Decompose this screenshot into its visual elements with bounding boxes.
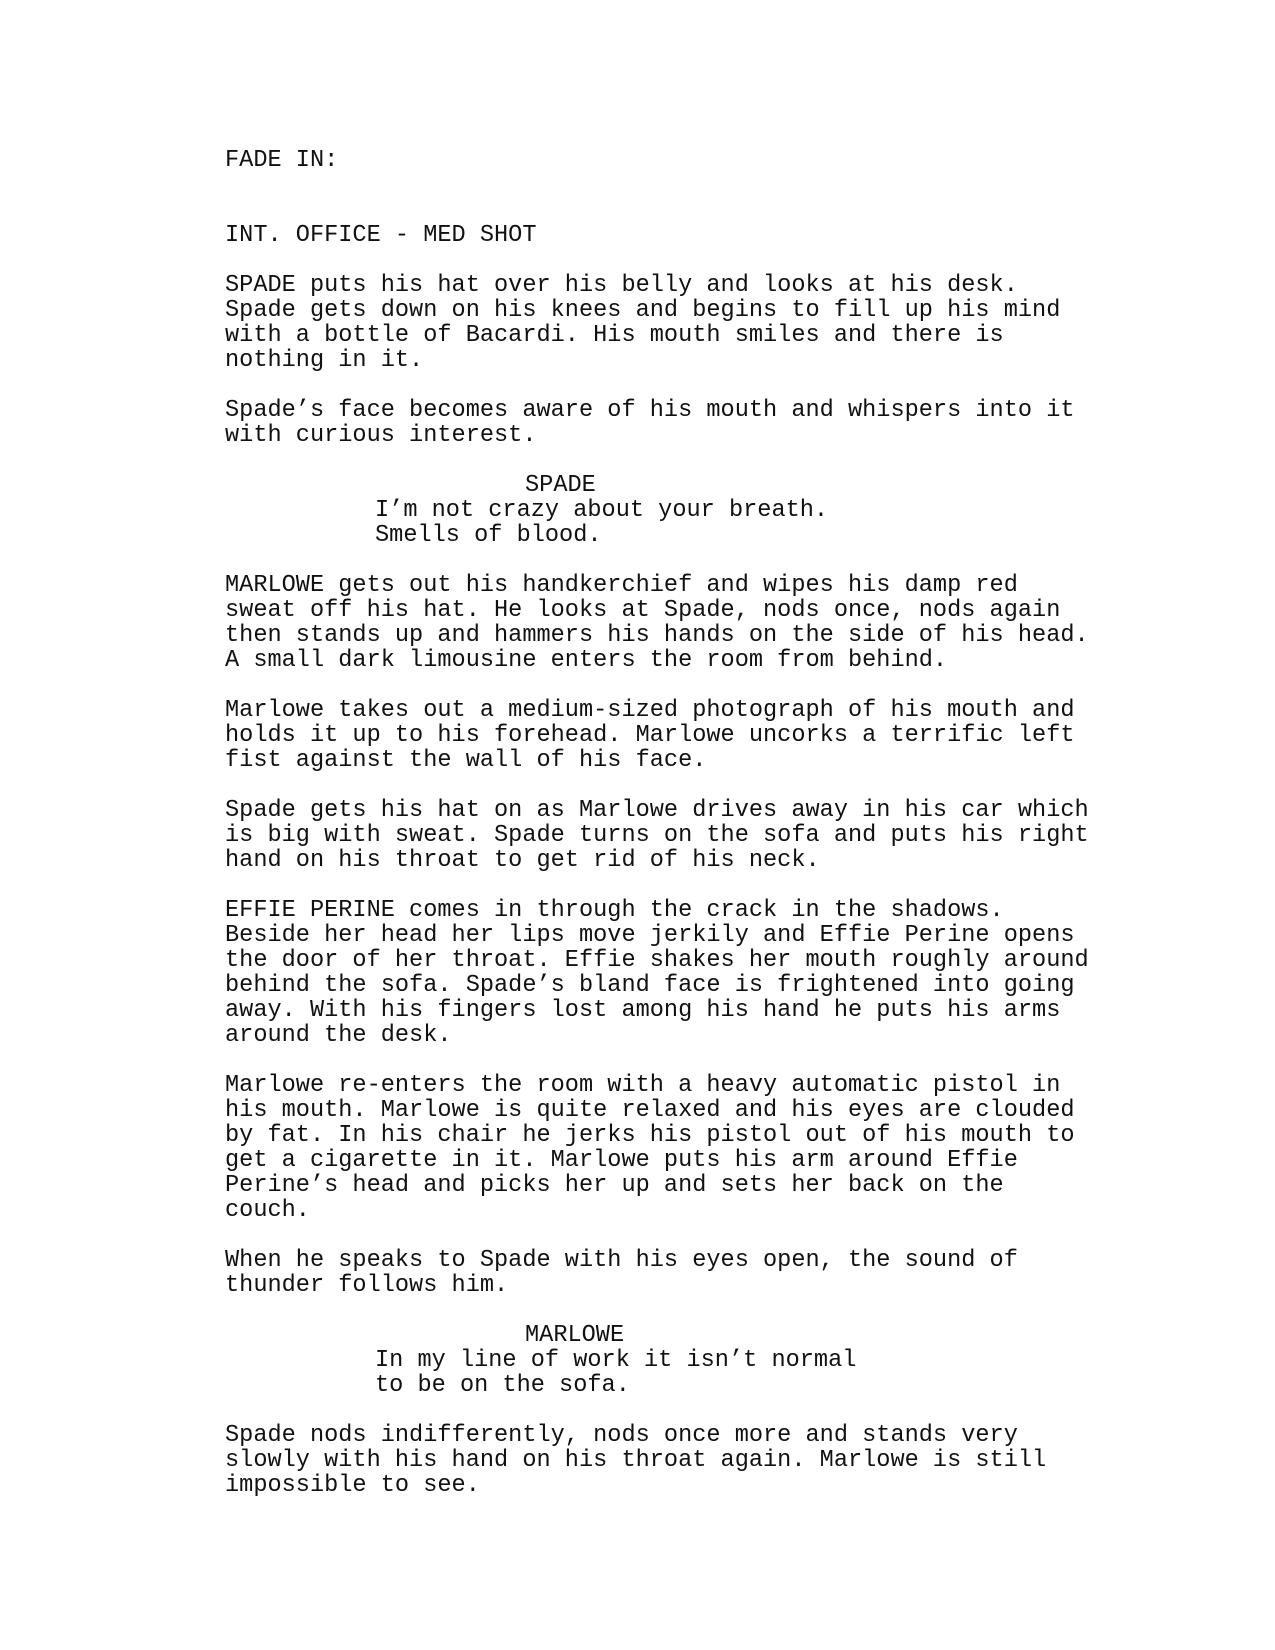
action-line: slowly with his hand on his throat again. Marlowe is still <box>225 1447 1047 1474</box>
action-line: his mouth. Marlowe is quite relaxed and his eyes are clouded <box>225 1097 1075 1124</box>
action-line: fist against the wall of his face. <box>225 747 707 774</box>
action-block <box>225 273 1155 373</box>
character-name: MARLOWE <box>525 1322 625 1349</box>
action-line: get a cigarette in it. Marlowe puts his arm around Effie <box>225 1147 1018 1174</box>
action-line: Spade’s face becomes aware of his mouth and whispers into it <box>225 397 1075 424</box>
action-line: Spade nods indifferently, nods once more and stands very <box>225 1422 1018 1449</box>
action-line: Marlowe takes out a medium-sized photograph of his mouth and <box>225 697 1075 724</box>
dialogue-line: In my line of work it isn’t normal <box>375 1347 857 1374</box>
action-block <box>225 1073 1155 1223</box>
action-line: sweat off his hat. He looks at Spade, nods once, nods again <box>225 597 1061 624</box>
action-line: with curious interest. <box>225 422 537 449</box>
action-line: is big with sweat. Spade turns on the sofa and puts his right <box>225 822 1089 849</box>
action-line: Perine’s head and picks her up and sets her back on the <box>225 1172 1004 1199</box>
dialogue-line: to be on the sofa. <box>375 1372 630 1399</box>
action-line: thunder follows him. <box>225 1272 509 1299</box>
action-block <box>225 1423 1155 1498</box>
dialogue-block <box>225 473 1155 548</box>
action-line: EFFIE PERINE comes in through the crack in the shadows. <box>225 897 1004 924</box>
action-line: the door of her throat. Effie shakes her mouth roughly around <box>225 947 1089 974</box>
screenplay-body <box>225 148 1155 1498</box>
action-line: by fat. In his chair he jerks his pistol out of his mouth to <box>225 1122 1075 1149</box>
action-line: then stands up and hammers his hands on the side of his head. <box>225 622 1089 649</box>
action-block <box>225 798 1155 873</box>
action-line: behind the sofa. Spade’s bland face is frightened into going <box>225 972 1075 999</box>
scene-heading: INT. OFFICE - MED SHOT <box>225 222 537 249</box>
action-line: holds it up to his forehead. Marlowe uncorks a terrific left <box>225 722 1075 749</box>
action-line: Spade gets down on his knees and begins to fill up his mind <box>225 297 1061 324</box>
action-block <box>225 398 1155 448</box>
character-name: SPADE <box>525 472 596 499</box>
action-line: Spade gets his hat on as Marlowe drives away in his car which <box>225 797 1089 824</box>
transition: FADE IN: <box>225 147 339 174</box>
action-line: nothing in it. <box>225 347 424 374</box>
dialogue-block <box>225 1323 1155 1398</box>
action-block <box>225 698 1155 773</box>
action-line: MARLOWE gets out his handkerchief and wipes his damp red <box>225 572 1018 599</box>
action-line: Marlowe re-enters the room with a heavy automatic pistol in <box>225 1072 1061 1099</box>
action-block <box>225 1248 1155 1298</box>
action-block <box>225 573 1155 673</box>
action-line: with a bottle of Bacardi. His mouth smiles and there is <box>225 322 1004 349</box>
action-line: SPADE puts his hat over his belly and looks at his desk. <box>225 272 1018 299</box>
dialogue-line: I’m not crazy about your breath. <box>375 497 829 524</box>
action-line: around the desk. <box>225 1022 452 1049</box>
action-line: hand on his throat to get rid of his neck. <box>225 847 820 874</box>
action-line: When he speaks to Spade with his eyes open, the sound of <box>225 1247 1018 1274</box>
action-line: impossible to see. <box>225 1472 480 1499</box>
action-line: couch. <box>225 1197 310 1224</box>
action-line: away. With his fingers lost among his hand he puts his arms <box>225 997 1061 1024</box>
action-block <box>225 898 1155 1048</box>
action-line: Beside her head her lips move jerkily and Effie Perine opens <box>225 922 1075 949</box>
action-line: A small dark limousine enters the room from behind. <box>225 647 948 674</box>
dialogue-line: Smells of blood. <box>375 522 602 549</box>
